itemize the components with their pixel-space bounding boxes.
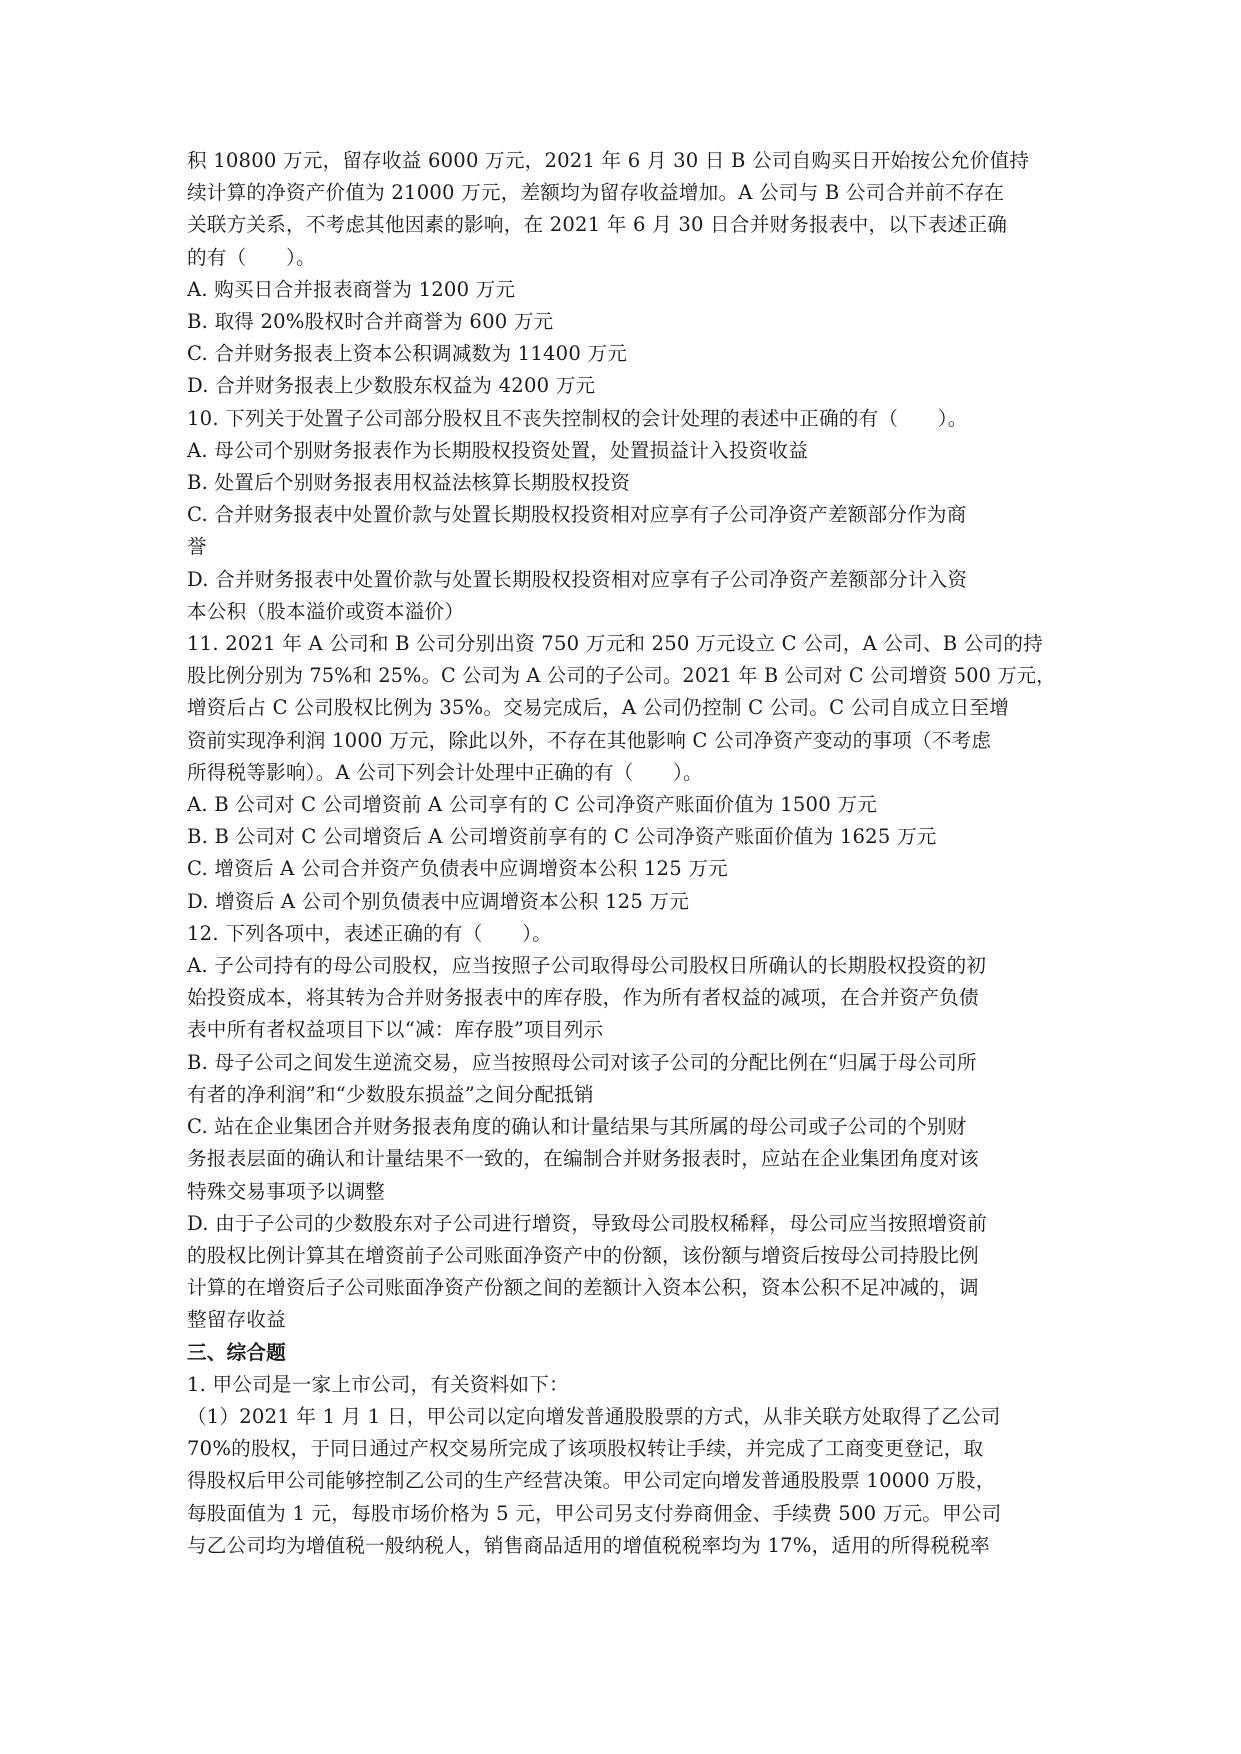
text-line: 关联方关系，不考虑其他因素的影响，在 2021 年 6 月 30 日合并财务报表中，以下表述正确 <box>187 213 1008 237</box>
section-heading: 三、综合题 <box>187 1340 286 1364</box>
text-line: 资前实现净利润 1000 万元，除此以外，不存在其他影响 C 公司净资产变动的事项（不考虑 <box>187 728 992 752</box>
text-line: 得股权后甲公司能够控制乙公司的生产经营决策。甲公司定向增发普通股股票 10000 万股， <box>187 1469 996 1493</box>
option-line: C. 站在企业集团合并财务报表角度的确认和计量结果与其所属的母公司或子公司的个别财 <box>187 1115 967 1139</box>
text-line: 所得税等影响）。A 公司下列会计处理中正确的有（ ）。 <box>187 760 703 784</box>
text-line: 誉 <box>187 535 207 559</box>
option-line: D. 增资后 A 公司个别负债表中应调增资本公积 125 万元 <box>187 889 690 913</box>
option-line: B. B 公司对 C 公司增资后 A 公司增资前享有的 C 公司净资产账面价值为 1625 万元 <box>187 825 937 849</box>
option-line: D. 合并财务报表中处置价款与处置长期股权投资相对应享有子公司净资产差额部分计入资 <box>187 567 968 591</box>
document-page <box>187 145 1055 1562</box>
text-line: 续计算的净资产价值为 21000 万元，差额均为留存收益增加。A 公司与 B 公司合并前不存在 <box>187 181 1005 205</box>
option-line: D. 合并财务报表上少数股东权益为 4200 万元 <box>187 374 596 398</box>
option-line: A. B 公司对 C 公司增资前 A 公司享有的 C 公司净资产账面价值为 1500 万元 <box>187 793 877 817</box>
text-line: 整留存收益 <box>187 1308 286 1332</box>
text-line: 本公积（股本溢价或资本溢价） <box>187 599 465 623</box>
text-line: 股比例分别为 75%和 25%。C 公司为 A 公司的子公司。2021 年 B 公司对 C 公司增资 500 万元， <box>187 664 1056 688</box>
question-line: 12. 下列各项中，表述正确的有（ ）。 <box>187 921 552 945</box>
text-line: 的股权比例计算其在增资前子公司账面净资产中的份额，该份额与增资后按母公司持股比例 <box>187 1243 979 1267</box>
option-line: D. 由于子公司的少数股东对子公司进行增资，导致母公司股权稀释，母公司应当按照增资前 <box>187 1211 988 1235</box>
text-line: 积 10800 万元，留存收益 6000 万元，2021 年 6 月 30 日 B 公司自购买日开始按公允价值持 <box>187 149 1030 172</box>
option-line: C. 合并财务报表上资本公积调减数为 11400 万元 <box>187 342 628 366</box>
text-line: 与乙公司均为增值税一般纳税人，销售商品适用的增值税税率均为 17%，适用的所得税税率 <box>187 1533 990 1557</box>
text-line: 每股面值为 1 元，每股市场价格为 5 元，甲公司另支付券商佣金、手续费 500 万元。甲公司 <box>187 1501 1002 1525</box>
option-line: B. 母子公司之间发生逆流交易，应当按照母公司对该子公司的分配比例在“归属于母公司所 <box>187 1050 977 1074</box>
option-line: C. 增资后 A 公司合并资产负债表中应调增资本公积 125 万元 <box>187 857 728 881</box>
option-line: B. 处置后个别财务报表用权益法核算长期股权投资 <box>187 471 631 495</box>
option-line: C. 合并财务报表中处置价款与处置长期股权投资相对应享有子公司净资产差额部分作为商 <box>187 503 967 527</box>
option-line: A. 购买日合并报表商誉为 1200 万元 <box>187 277 516 301</box>
text-line: （1）2021 年 1 月 1 日，甲公司以定向增发普通股股票的方式，从非关联方处取得了乙公司 <box>187 1404 1001 1428</box>
text-line: 务报表层面的确认和计量结果不一致的，在编制合并财务报表时，应站在企业集团角度对该 <box>187 1147 979 1171</box>
question-line: 11. 2021 年 A 公司和 B 公司分别出资 750 万元和 250 万元设立 C 公司，A 公司、B 公司的持 <box>187 632 1043 656</box>
question-line: 10. 下列关于处置子公司部分股权且不丧失控制权的会计处理的表述中正确的有（ ）。 <box>187 406 968 430</box>
option-line: A. 母公司个别财务报表作为长期股权投资处置，处置损益计入投资收益 <box>187 438 809 462</box>
option-line: A. 子公司持有的母公司股权，应当按照子公司取得母公司股权日所确认的长期股权投资的初 <box>187 954 987 978</box>
option-line: B. 取得 20%股权时合并商誉为 600 万元 <box>187 310 554 334</box>
text-line: 70%的股权，于同日通过产权交易所完成了该项股权转让手续，并完成了工商变更登记，取 <box>187 1437 984 1461</box>
text-line: 的有（ ）。 <box>187 245 316 269</box>
text-line: 表中所有者权益项目下以“减：库存股”项目列示 <box>187 1018 604 1042</box>
text-line: 始投资成本，将其转为合并财务报表中的库存股，作为所有者权益的减项，在合并资产负债 <box>187 986 979 1010</box>
text-line: 增资后占 C 公司股权比例为 35%。交易完成后，A 公司仍控制 C 公司。C 公司自成立日至增 <box>187 696 1010 720</box>
text-line: 计算的在增资后子公司账面净资产份额之间的差额计入资本公积，资本公积不足冲减的，调 <box>187 1276 979 1300</box>
text-line: 有者的净利润”和“少数股东损益”之间分配抵销 <box>187 1082 594 1106</box>
question-line: 1. 甲公司是一家上市公司，有关资料如下： <box>187 1372 569 1396</box>
text-line: 特殊交易事项予以调整 <box>187 1179 385 1203</box>
